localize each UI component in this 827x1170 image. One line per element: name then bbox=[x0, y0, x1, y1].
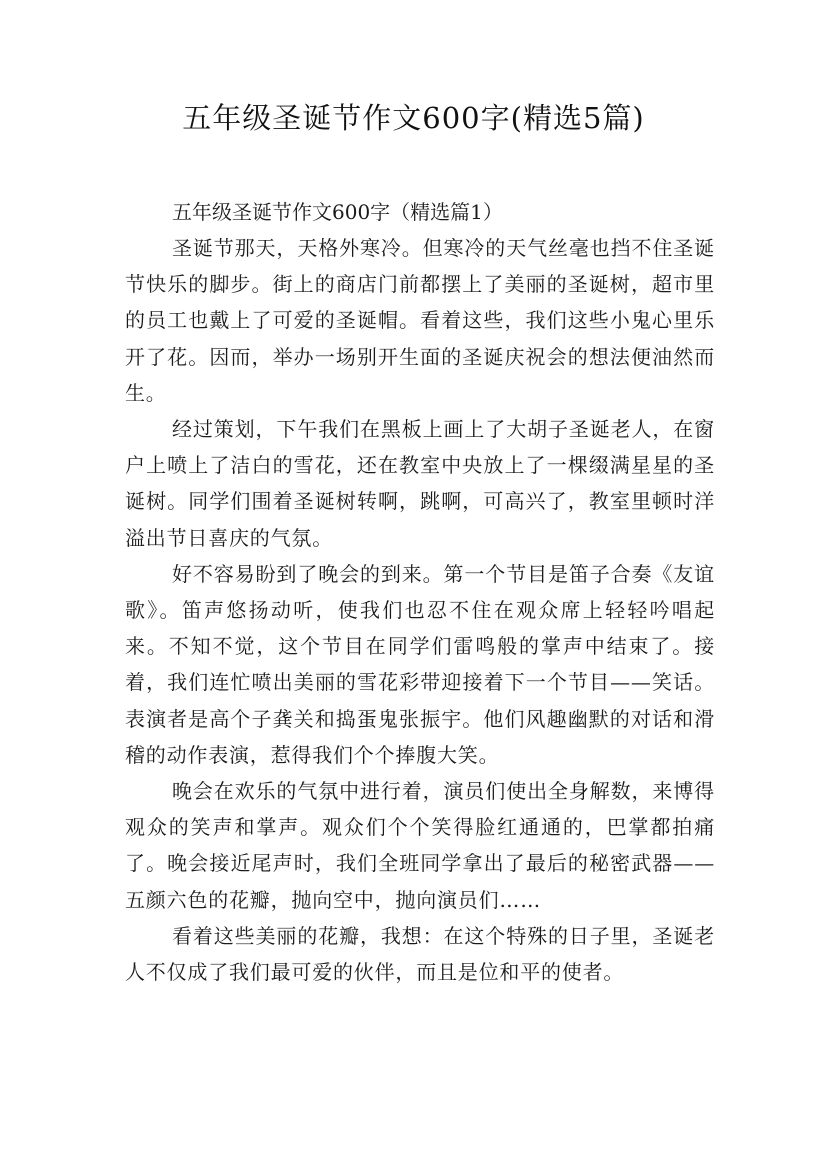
essay-paragraph-4: 晚会在欢乐的气氛中进行着，演员们使出全身解数，来博得观众的笑声和掌声。观众们个个笑得脸红通通的，巴掌都拍痛了。晚会接近尾声时，我们全班同学拿出了最后的秘密武器——五颜六色的花瓣，抛向空中，抛向演员们…… bbox=[125, 779, 715, 912]
essay-body bbox=[125, 194, 715, 990]
essay-subheading: 五年级圣诞节作文600字（精选篇1） bbox=[172, 200, 503, 224]
essay-paragraph-3: 好不容易盼到了晚会的到来。第一个节目是笛子合奏《友谊歌》。笛声悠扬动听，使我们也忍不住在观众席上轻轻吟唱起来。不知不觉，这个节目在同学们雷鸣般的掌声中结束了。接着，我们连忙喷出美丽的雪花彩带迎接着下一个节目——笑话。表演者是高个子龚关和捣蛋鬼张振宇。他们风趣幽默的对话和滑稽的动作表演，惹得我们个个捧腹大笑。 bbox=[125, 561, 715, 767]
essay-paragraph-2: 经过策划，下午我们在黑板上画上了大胡子圣诞老人，在窗户上喷上了洁白的雪花，还在教室中央放上了一棵缀满星星的圣诞树。同学们围着圣诞树转啊，跳啊，可高兴了，教室里顿时洋溢出节日喜庆的气氛。 bbox=[125, 417, 715, 550]
document-title: 五年级圣诞节作文600字(精选5篇) bbox=[182, 101, 645, 135]
essay-paragraph-1: 圣诞节那天，天格外寒冷。但寒冷的天气丝毫也挡不住圣诞节快乐的脚步。街上的商店门前都摆上了美丽的圣诞树，超市里的员工也戴上了可爱的圣诞帽。看着这些，我们这些小鬼心里乐开了花。因而，举办一场别开生面的圣诞庆祝会的想法便油然而生。 bbox=[125, 236, 715, 405]
essay-paragraph-5: 看着这些美丽的花瓣，我想：在这个特殊的日子里，圣诞老人不仅成了我们最可爱的伙伴，而且是位和平的使者。 bbox=[125, 923, 715, 985]
